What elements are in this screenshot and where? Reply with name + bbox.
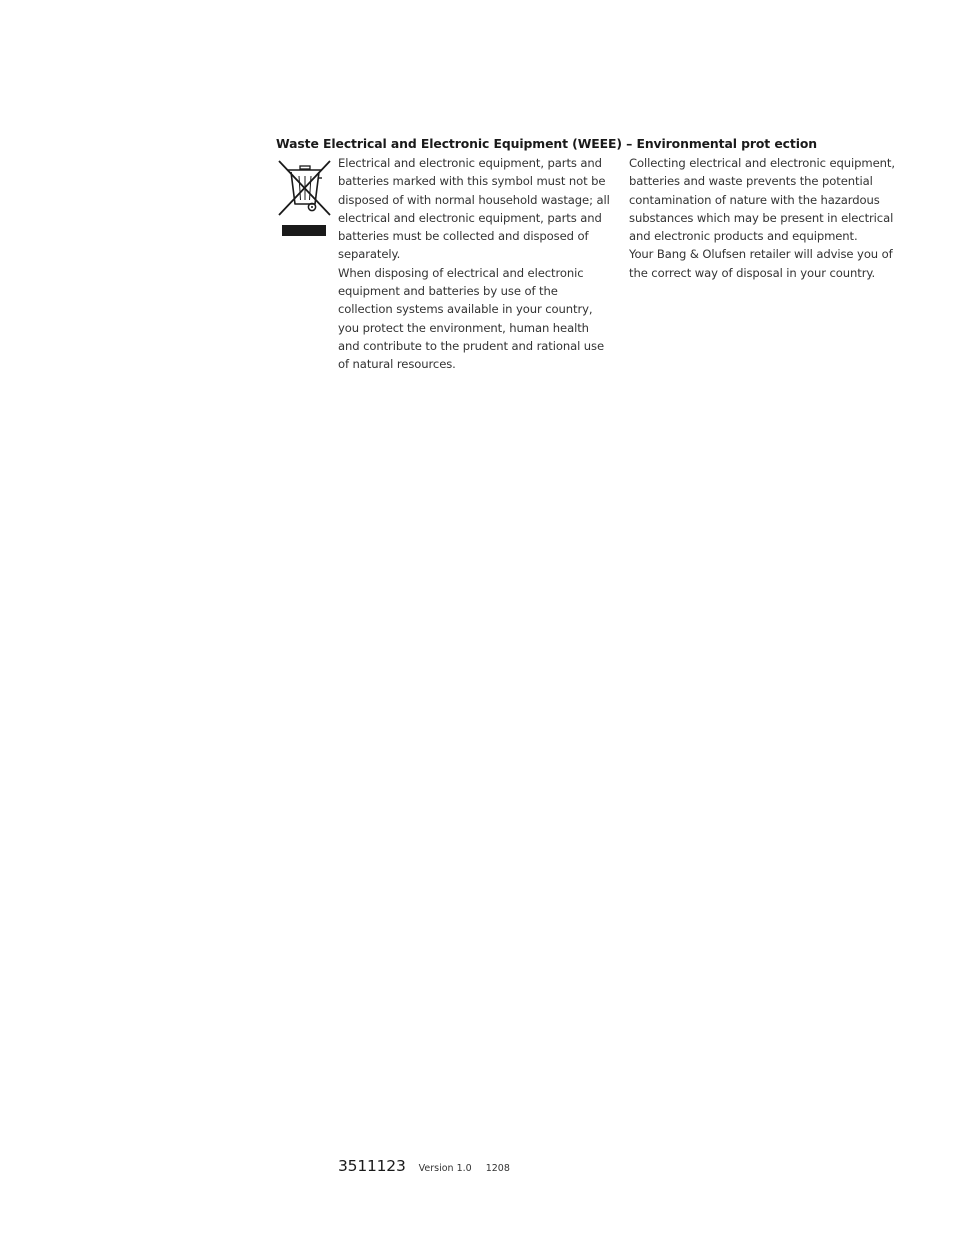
- crossed-out-wheelie-bin-icon: [278, 158, 332, 238]
- left-text-column: [338, 154, 613, 374]
- section-heading: Waste Electrical and Electronic Equipment (WEEE) – Environmental prot ection: [276, 136, 817, 151]
- right-text-column: [629, 154, 911, 282]
- date-code: 1208: [485, 1163, 510, 1174]
- footer: [338, 1157, 510, 1175]
- version-label: Version 1.0: [418, 1163, 472, 1174]
- left-paragraph-2: When disposing of electrical and electronic equipment and batteries by use of the collection systems available in your country, you protect the environment, human health and contribute to the prudent and rational use of natural resources.: [338, 265, 605, 372]
- right-paragraph-1: Collecting electrical and electronic equipment, batteries and waste prevents the potential contamination of nature with the hazardous substances which may be present in electrical and electronic products and equipment.: [629, 156, 895, 244]
- document-number: 3511123: [338, 1157, 406, 1175]
- right-paragraph-2: Your Bang & Olufsen retailer will advise you of the correct way of disposal in your country.: [629, 247, 893, 280]
- left-paragraph-1: Electrical and electronic equipment, parts and batteries marked with this symbol must not be disposed of with normal household wastage; all electrical and electronic equipment, parts and batteries must be collected and disposed of separately.: [338, 156, 610, 262]
